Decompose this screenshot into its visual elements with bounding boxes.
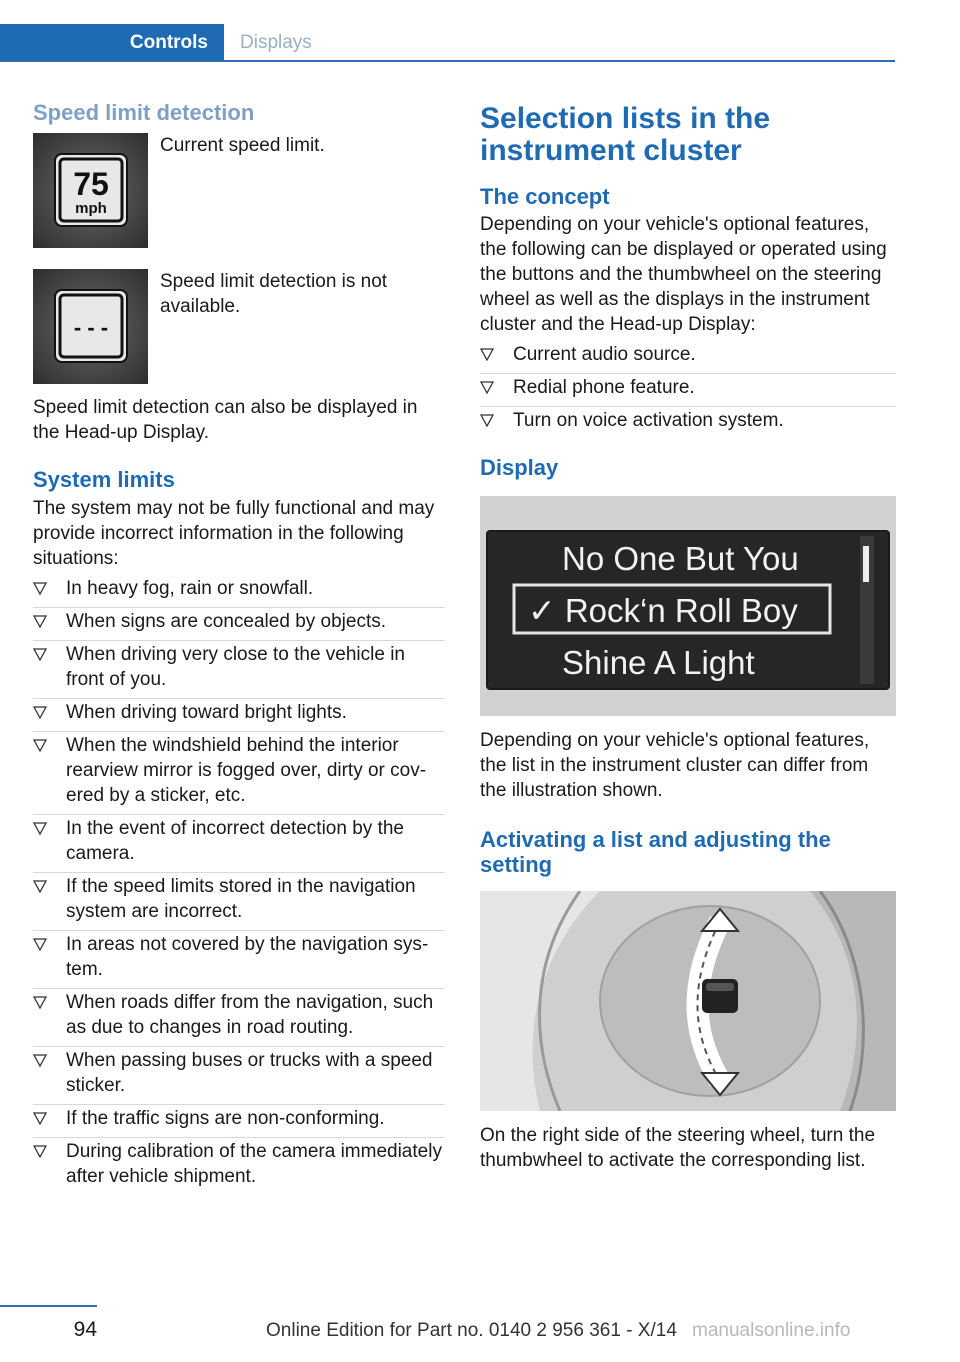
triangle-bullet-icon: [480, 413, 494, 427]
page-title-selection-lists: Selection lists in the instrument cluster: [480, 102, 771, 167]
section-title-speed-limit: Speed limit detection: [33, 100, 255, 125]
triangle-bullet-icon: [33, 647, 47, 661]
triangle-bullet-icon: [33, 614, 47, 628]
list-item: During calibration of the camera immediately after vehicle shipment.: [33, 1138, 445, 1195]
speed-limit-unavailable-image: [33, 269, 148, 384]
list-item: When roads differ from the navigation, such as due to changes in road routing.: [33, 989, 445, 1047]
speed-limit-sign-image: [33, 133, 148, 248]
concept-text: Depending on your vehicle's optional features, the following can be displayed or operated using the buttons and the thumbwheel on the steering wheel as well as the displays in the instrument cluster and the Head-up Display:: [480, 214, 887, 336]
sign-unavailable-caption: Speed limit detection is not available.: [160, 271, 388, 318]
speed-sign-current-row: [33, 133, 445, 251]
list-item: Turn on voice activation system.: [480, 407, 896, 439]
display-title: Display: [480, 455, 559, 481]
triangle-bullet-icon: [33, 1111, 47, 1125]
tab-controls[interactable]: Controls: [0, 24, 224, 62]
right-column: [480, 100, 896, 1173]
list-item: In areas not covered by the navigation system.: [33, 931, 445, 989]
left-column: [33, 100, 445, 1195]
triangle-bullet-icon: [33, 581, 47, 595]
list-item: Redial phone feature.: [480, 374, 896, 407]
tab-displays[interactable]: Displays: [240, 32, 312, 53]
triangle-bullet-icon: [480, 380, 494, 394]
list-item: In heavy fog, rain or snowfall.: [33, 575, 445, 608]
triangle-bullet-icon: [33, 738, 47, 752]
activate-text: On the right side of the steering wheel, turn the thumbwheel to activate the corresponding list.: [480, 1124, 876, 1171]
footer-edition: Online Edition for Part no. 0140 2 956 361 - X/14: [266, 1320, 677, 1341]
display-item-2: ✓ Rock‘n Roll Boy: [528, 591, 798, 629]
system-limits-intro: The system may not be fully functional and may provide incorrect information in the following situations:: [33, 497, 435, 569]
sign-current-caption: Current speed limit.: [160, 135, 325, 157]
triangle-bullet-icon: [480, 347, 494, 361]
header-tabs: [0, 24, 895, 62]
activate-title: Activating a list and adjusting the setting: [480, 826, 831, 877]
hud-text: Speed limit detection can also be displayed in the Head-up Display.: [33, 397, 418, 444]
display-text: Depending on your vehicle's optional features, the list in the instrument cluster can differ from the illustration shown.: [480, 729, 870, 801]
list-item: In the event of incorrect detection by the camera.: [33, 815, 445, 873]
triangle-bullet-icon: [33, 995, 47, 1009]
header-rule: [0, 60, 895, 62]
list-item: When driving very close to the vehicle in front of you.: [33, 641, 445, 699]
sign-value: 75: [73, 166, 109, 203]
page-number: 94: [73, 1318, 97, 1341]
sign-unavailable-value: - - -: [73, 315, 109, 341]
instrument-cluster-display-image: [480, 496, 896, 716]
triangle-bullet-icon: [33, 937, 47, 951]
triangle-bullet-icon: [33, 879, 47, 893]
display-item-1: No One But You: [562, 539, 799, 577]
concept-list: [480, 341, 896, 439]
list-item: If the traffic signs are non-conforming.: [33, 1105, 445, 1138]
watermark: manualsonline.info: [692, 1320, 851, 1341]
system-limits-list: [33, 575, 445, 1195]
list-item: When signs are concealed by objects.: [33, 608, 445, 641]
triangle-bullet-icon: [33, 1144, 47, 1158]
triangle-bullet-icon: [33, 705, 47, 719]
triangle-bullet-icon: [33, 1053, 47, 1067]
sign-unit: mph: [75, 200, 107, 218]
list-item: When driving toward bright lights.: [33, 699, 445, 732]
list-item: Current audio source.: [480, 341, 896, 374]
list-item: When the windshield behind the interior rearview mirror is fogged over, dirty or covered by a sticker, etc.: [33, 732, 445, 815]
list-item: If the speed limits stored in the navigation system are incorrect.: [33, 873, 445, 931]
steering-wheel-thumbwheel-image: [480, 891, 896, 1111]
footer-rule: [0, 1305, 97, 1307]
concept-title: The concept: [480, 184, 610, 209]
system-limits-title: System limits: [33, 467, 175, 493]
list-item: When passing buses or trucks with a speed sticker.: [33, 1047, 445, 1105]
display-item-3: Shine A Light: [562, 643, 755, 681]
triangle-bullet-icon: [33, 821, 47, 835]
speed-sign-unavailable-row: [33, 269, 445, 387]
